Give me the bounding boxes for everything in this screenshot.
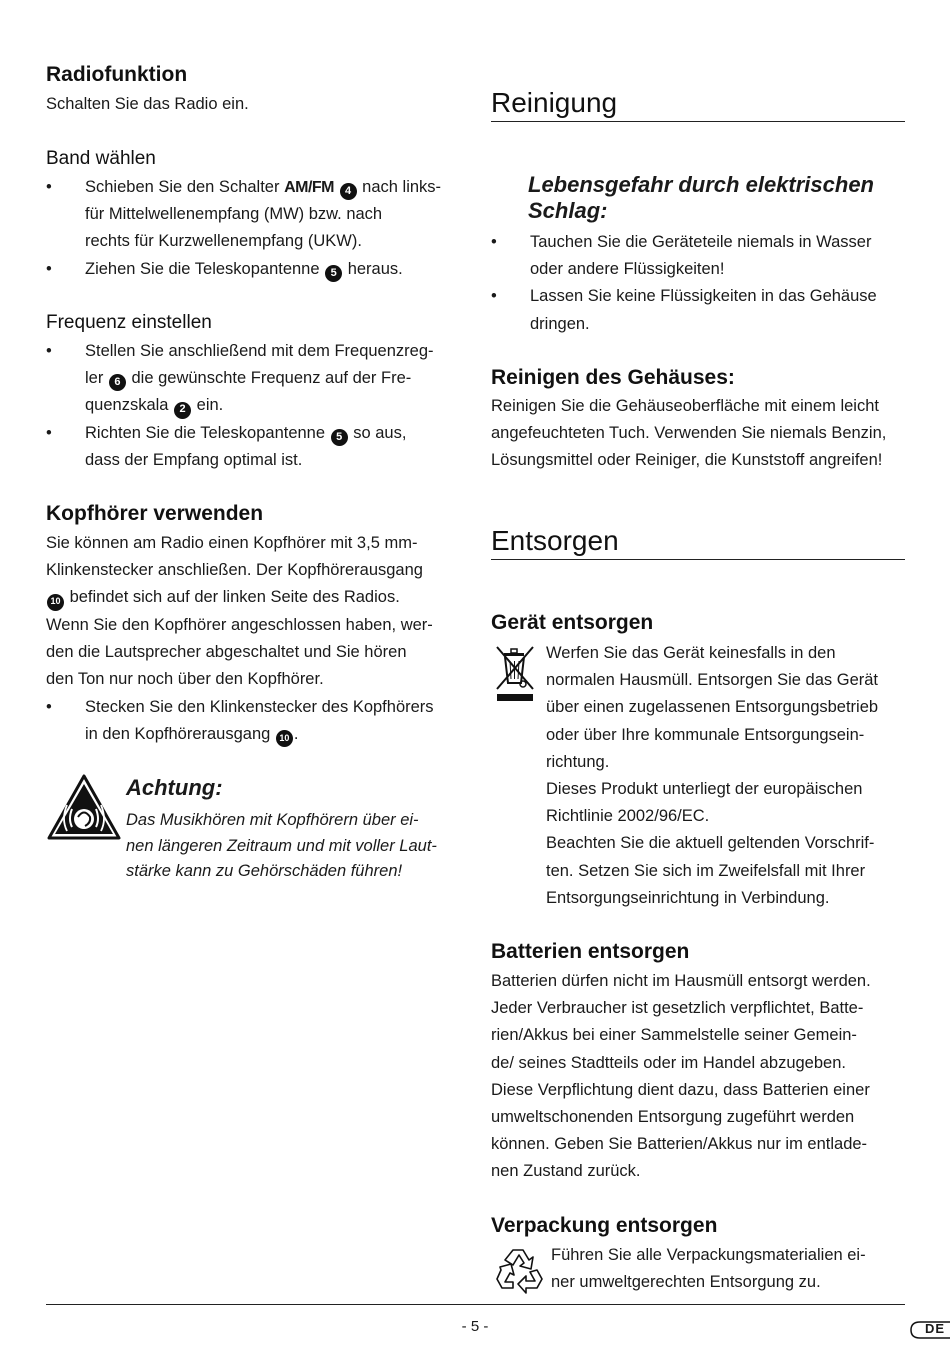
disposal-heading: Entsorgen (491, 525, 619, 556)
list-item: • Ziehen Sie die Teleskopantenne 5 heraus. (46, 256, 464, 283)
callout-number: 4 (340, 183, 357, 200)
packaging-disposal-heading: Verpackung entsorgen (491, 1214, 718, 1237)
warning-heading: Achtung: (126, 775, 223, 800)
callout-number: 10 (276, 730, 293, 747)
band-heading: Band wählen (46, 148, 156, 169)
housing-text: Reinigen Sie die Gehäuseoberfläche mit einem leicht angefeuchteten Tuch. Verwenden Sie niemals Benzin, Lösungsmittel oder Reiniger, die Kunststoff angreifen! (491, 397, 887, 470)
text-line: oder über Ihre kommunale Entsorgungsein- (546, 725, 865, 744)
section-divider (491, 121, 905, 122)
callout-number: 5 (331, 429, 348, 446)
warning-text: Das Musikhören mit Kopfhörern über ei- nen längeren Zeitraum und mit voller Laut- stärke kann zu Gehörschäden führen! (126, 811, 437, 880)
list-item: • Tauchen Sie die Geräteteile niemals in Wasser oder andere Flüssigkeiten! (491, 229, 905, 283)
text-line: ten. Setzen Sie sich im Zweifelsfall mit Ihrer (546, 861, 866, 880)
cleaning-list (491, 229, 905, 338)
callout-number: 6 (109, 374, 126, 391)
list-item: • Lassen Sie keine Flüssigkeiten in das Gehäuse dringen. (491, 283, 905, 337)
list-item: • Stecken Sie den Klinkenstecker des Kopfhörers in den Kopfhörerausgang 10 . (46, 694, 464, 748)
crossed-bin-icon (493, 643, 537, 703)
section-divider (491, 559, 905, 560)
headphones-list (46, 694, 464, 748)
amfm-switch-label: AM/FM (284, 179, 334, 196)
text-line: Entsorgungseinrichtung in Verbindung. (546, 888, 830, 907)
packaging-disposal-text: Führen Sie alle Verpackungsmaterialien ei- ner umweltgerechten Entsorgung zu. (551, 1246, 866, 1292)
battery-disposal-heading: Batterien entsorgen (491, 940, 690, 963)
text-line: nen Zustand zurück. (491, 1162, 641, 1181)
radio-heading: Radiofunktion (46, 63, 188, 86)
callout-number: 2 (174, 402, 191, 419)
language-badge (910, 1320, 950, 1340)
danger-heading: Lebensgefahr durch elektrischen Schlag: (528, 172, 874, 223)
list-item: • Richten Sie die Teleskopantenne 5 so aus, dass der Empfang optimal ist. (46, 420, 464, 474)
footer-divider (46, 1304, 905, 1305)
band-list (46, 174, 464, 283)
page-number: - 5 - (461, 1318, 489, 1335)
text-line: über einen zugelassenen Entsorgungsbetrieb (546, 698, 879, 717)
frequency-heading: Frequenz einstellen (46, 312, 212, 333)
text-line: Dieses Produkt unterliegt der europäischen (546, 780, 863, 799)
headphones-heading: Kopfhörer verwenden (46, 502, 264, 525)
text-line: richtung. (546, 752, 610, 771)
text-line: Werfen Sie das Gerät keinesfalls in den (546, 644, 836, 662)
list-item: • Stellen Sie anschließend mit dem Frequenzreg- ler 6 die gewünschte Frequenz auf der Fre- quenzskala 2 ein. (46, 338, 464, 420)
callout-number: 5 (325, 265, 342, 282)
device-disposal-text (546, 640, 906, 912)
text-line: de/ seines Stadtteils oder im Handel abzugeben. (491, 1053, 846, 1072)
radio-intro: Schalten Sie das Radio ein. (46, 95, 249, 113)
text-line: Beachten Sie die aktuell geltenden Vorschrif- (546, 834, 875, 853)
headphones-text: Sie können am Radio einen Kopfhörer mit 3,5 mm- Klinkenstecker anschließen. Der Kopfhörerausgang 10 befindet sich auf der linken Seite des Radios. Wenn Sie den Kopfhörer angeschlossen haben, wer- den die Lautsprecher abgeschaltet und Sie hören den Ton nur noch über den Kopfhörer. (46, 534, 433, 689)
text-line: Batterien dürfen nicht im Hausmüll entsorgt werden. (491, 972, 871, 990)
hearing-warning-icon (46, 773, 122, 841)
recycle-icon (493, 1244, 547, 1296)
language-label: DE (925, 1321, 946, 1336)
housing-heading: Reinigen des Gehäuses: (491, 366, 735, 389)
device-disposal-heading: Gerät entsorgen (491, 611, 654, 634)
cleaning-heading: Reinigung (491, 87, 618, 118)
text-line: Jeder Verbraucher ist gesetzlich verpflichtet, Batte- (491, 999, 864, 1018)
battery-disposal-text (491, 968, 911, 1186)
text-line: umweltschonenden Entsorgung zugeführt werden (491, 1108, 855, 1127)
frequency-list (46, 338, 464, 474)
callout-number: 10 (47, 594, 64, 611)
text-line: können. Geben Sie Batterien/Akkus nur im entlade- (491, 1135, 868, 1154)
text-line: Diese Verpflichtung dient dazu, dass Batterien einer (491, 1080, 870, 1099)
text-line: normalen Hausmüll. Entsorgen Sie das Gerät (546, 671, 878, 690)
list-item: • Schieben Sie den Schalter AM/FM 4 nach links- für Mittelwellenempfang (MW) bzw. nach rechts für Kurzwellenempfang (UKW). (46, 174, 464, 256)
text-line: rien/Akkus bei einer Sammelstelle seiner Gemein- (491, 1026, 857, 1045)
text-line: Richtlinie 2002/96/EC. (546, 807, 710, 826)
